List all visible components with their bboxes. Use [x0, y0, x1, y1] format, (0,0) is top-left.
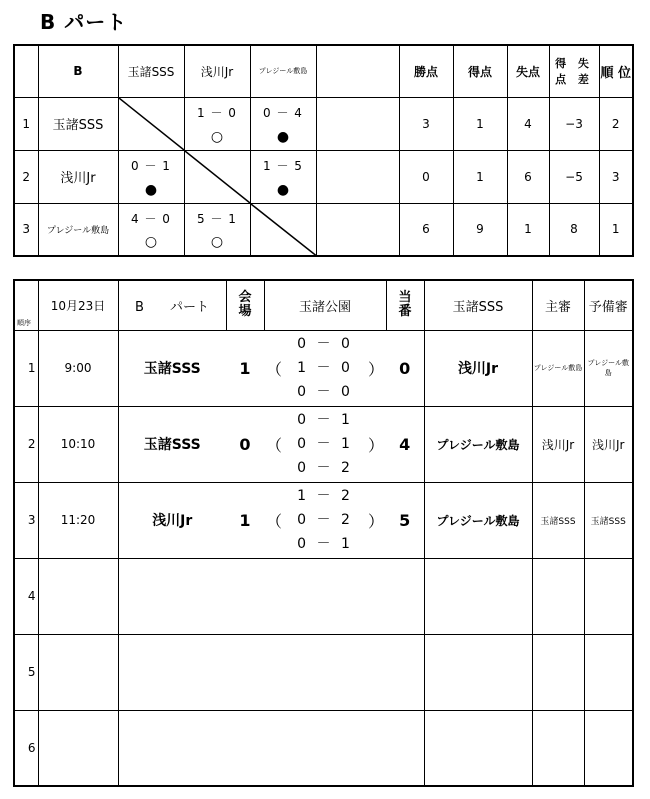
- result-cell: [118, 203, 184, 256]
- set-score: 1 － 0: [297, 360, 353, 376]
- set-scores: [284, 482, 366, 558]
- row-number: 3: [14, 203, 38, 256]
- win-mark: ○: [210, 234, 224, 250]
- match-row: [14, 482, 633, 558]
- goals-against-value: 4: [507, 97, 549, 150]
- set-score: 0 － 2: [297, 460, 353, 476]
- blank-cell: [316, 203, 399, 256]
- team-col-header: 玉諸SSS: [118, 45, 184, 97]
- result-score: 0 － 4: [263, 105, 303, 120]
- rank-value: 1: [599, 203, 633, 256]
- row-number: 1: [14, 97, 38, 150]
- match-time: 9:00: [38, 330, 118, 406]
- match-number: 4: [14, 558, 38, 634]
- diagonal-cell: [184, 150, 250, 203]
- goal-diff-value: −3: [549, 97, 599, 150]
- reserve-team: プレジール敷島: [584, 330, 633, 406]
- referee-team: プレジール敷島: [532, 330, 584, 406]
- away-score: 5: [386, 482, 424, 558]
- set-score: 0 － 1: [297, 536, 353, 552]
- diagonal-cell: [118, 97, 184, 150]
- schedule-header-row: [14, 280, 633, 330]
- set-score: 1 － 2: [297, 488, 353, 504]
- away-team: プレジール敷島: [424, 406, 532, 482]
- group-header: B: [38, 45, 118, 97]
- part-header: B パート: [118, 280, 226, 330]
- standings-table: [13, 44, 634, 257]
- duty-label: 当 番: [398, 290, 412, 320]
- page-title: B パート: [40, 10, 128, 34]
- home-team: 玉諸SSS: [118, 330, 226, 406]
- venue-name: 玉諸公園: [264, 280, 386, 330]
- goals-for-value: 1: [453, 97, 507, 150]
- date-header: 10月23日: [38, 280, 118, 330]
- set-scores: [284, 406, 366, 482]
- close-paren: ）: [366, 482, 386, 558]
- row-team: プレジール敷島: [38, 203, 118, 256]
- away-team: プレジール敷島: [424, 482, 532, 558]
- set-score: 0 － 2: [297, 512, 353, 528]
- match-row: [14, 330, 633, 406]
- set-score: 0 － 1: [297, 436, 353, 452]
- goal-diff-value: −5: [549, 150, 599, 203]
- open-paren: （: [264, 330, 284, 406]
- result-cell: [250, 97, 316, 150]
- match-time: 10:10: [38, 406, 118, 482]
- standings-row: [14, 150, 633, 203]
- goals-against-value: 6: [507, 150, 549, 203]
- result-score: 0 － 1: [131, 158, 171, 173]
- goals-against-value: 1: [507, 203, 549, 256]
- team-col-header: プレジール敷島: [250, 45, 316, 97]
- diagonal-line: [119, 98, 184, 150]
- reserve-team: 玉諸SSS: [584, 482, 633, 558]
- loss-mark: ●: [276, 128, 290, 145]
- home-score: 1: [226, 482, 264, 558]
- goal-diff-header: 得 失 点 差: [549, 45, 599, 97]
- loss-mark: ●: [276, 181, 290, 198]
- referee-header: 主審: [532, 280, 584, 330]
- open-paren: （: [264, 406, 284, 482]
- schedule-table: [13, 279, 634, 787]
- duty-label-cell: [386, 280, 424, 330]
- away-score: 4: [386, 406, 424, 482]
- diagonal-cell: [250, 203, 316, 256]
- rank-header: 順 位: [599, 45, 633, 97]
- match-time: 11:20: [38, 482, 118, 558]
- set-score: 0 － 0: [297, 384, 353, 400]
- referee-team: 浅川Jr: [532, 406, 584, 482]
- home-team: 玉諸SSS: [118, 406, 226, 482]
- home-score: 0: [226, 406, 264, 482]
- goals-for-value: 9: [453, 203, 507, 256]
- result-cell: [184, 203, 250, 256]
- match-number: 1: [14, 330, 38, 406]
- duty-team: 玉諸SSS: [424, 280, 532, 330]
- win-mark: ○: [210, 128, 224, 145]
- venue-label-cell: [226, 280, 264, 330]
- row-number: 2: [14, 150, 38, 203]
- points-value: 6: [399, 203, 453, 256]
- away-score: 0: [386, 330, 424, 406]
- venue-label: 会 場: [238, 290, 252, 320]
- match-number: 3: [14, 482, 38, 558]
- result-score: 5 － 1: [197, 211, 237, 226]
- match-row-empty: [14, 558, 633, 634]
- match-number: 6: [14, 710, 38, 786]
- points-header: 勝点: [399, 45, 453, 97]
- standings-row: [14, 97, 633, 150]
- home-score: 1: [226, 330, 264, 406]
- no-header: [14, 45, 38, 97]
- standings-header-row: [14, 45, 633, 97]
- referee-team: 玉諸SSS: [532, 482, 584, 558]
- set-score: 0 － 1: [297, 412, 353, 428]
- row-team: 玉諸SSS: [38, 97, 118, 150]
- rank-value: 2: [599, 97, 633, 150]
- rank-value: 3: [599, 150, 633, 203]
- away-team: 浅川Jr: [424, 330, 532, 406]
- blank-cell: [316, 150, 399, 203]
- close-paren: ）: [366, 330, 386, 406]
- result-score: 4 － 0: [131, 211, 171, 226]
- result-score: 1 － 0: [197, 105, 237, 120]
- match-number: 5: [14, 634, 38, 710]
- win-mark: ○: [144, 234, 158, 250]
- open-paren: （: [264, 482, 284, 558]
- row-team: 浅川Jr: [38, 150, 118, 203]
- result-score: 1 － 5: [263, 158, 303, 173]
- set-score: 0 － 0: [297, 336, 353, 352]
- blank-cell: [316, 97, 399, 150]
- set-scores: [284, 330, 366, 406]
- points-value: 0: [399, 150, 453, 203]
- reserve-team: 浅川Jr: [584, 406, 633, 482]
- blank-header: [316, 45, 399, 97]
- reserve-header: 予備審: [584, 280, 633, 330]
- close-paren: ）: [366, 406, 386, 482]
- goals-for-header: 得点: [453, 45, 507, 97]
- loss-mark: ●: [144, 181, 158, 198]
- points-value: 3: [399, 97, 453, 150]
- order-header: [14, 280, 38, 330]
- order-label: 順序: [17, 318, 31, 327]
- diagonal-line: [185, 151, 250, 203]
- match-row: [14, 406, 633, 482]
- diagonal-line: [251, 204, 316, 256]
- goals-for-value: 1: [453, 150, 507, 203]
- result-cell: [118, 150, 184, 203]
- match-row-empty: [14, 710, 633, 786]
- match-number: 2: [14, 406, 38, 482]
- standings-row: [14, 203, 633, 256]
- goals-against-header: 失点: [507, 45, 549, 97]
- result-cell: [250, 150, 316, 203]
- goal-diff-value: 8: [549, 203, 599, 256]
- team-col-header: 浅川Jr: [184, 45, 250, 97]
- match-row-empty: [14, 634, 633, 710]
- result-cell: [184, 97, 250, 150]
- home-team: 浅川Jr: [118, 482, 226, 558]
